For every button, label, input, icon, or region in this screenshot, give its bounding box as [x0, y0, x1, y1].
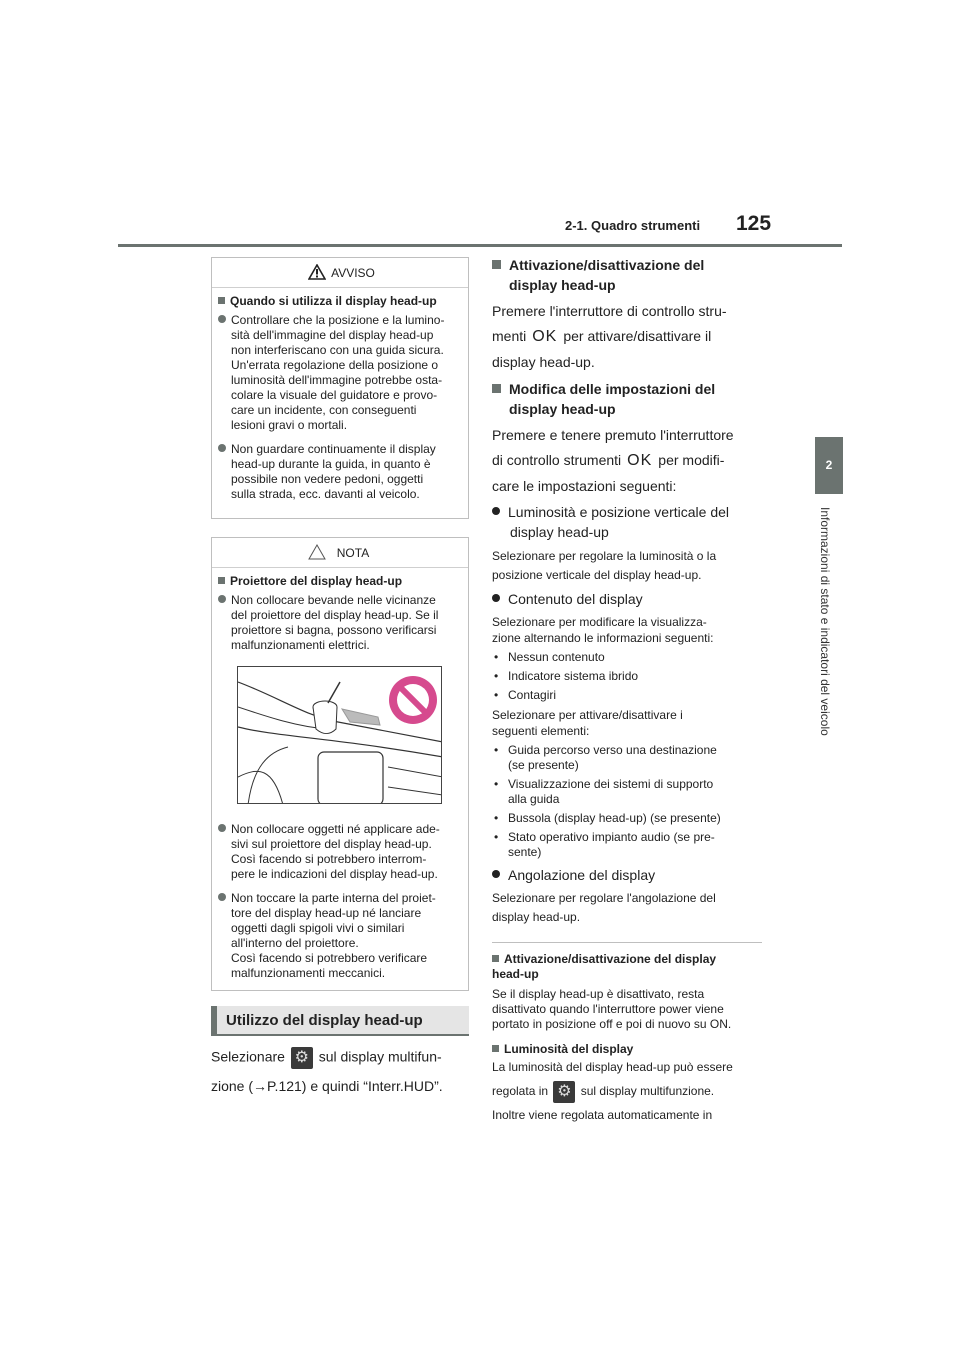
ok-button-icon: OK — [627, 452, 653, 469]
list-item: • Bussola (display head-up) (se presente) — [492, 811, 762, 826]
dot-bullet-icon — [218, 315, 226, 323]
list-item: • Contagiri — [492, 688, 762, 703]
header-rule — [118, 244, 842, 247]
square-bullet-icon — [492, 384, 501, 393]
warning-title: AVVISO — [331, 266, 375, 280]
dot-bullet-icon — [218, 595, 226, 603]
setting-angle: Angolazione del display — [492, 866, 762, 884]
warning-subhead: Quando si utilizza il display head-up — [218, 294, 468, 308]
page-number: 125 — [736, 212, 772, 235]
divider — [492, 942, 762, 943]
note-bullet: Non collocare bevande nelle vicinanze del proiettore del display head-up. Se il proiettore si bagna, possono verificarsi malfunzionamenti elettrici. — [218, 593, 468, 653]
dot-bullet-icon — [218, 824, 226, 832]
note-bullet: Non collocare oggetti né applicare ade- sivi sul proiettore del display head-up. Così facendo si potrebbero interrom- pere le indicazioni del display head-up. — [218, 822, 468, 882]
square-bullet-icon — [492, 260, 501, 269]
dot-bullet-icon — [218, 893, 226, 901]
projector-illustration — [237, 666, 442, 804]
dot-bullet-icon — [492, 594, 500, 602]
note-subhead: Proiettore del display head-up — [218, 574, 468, 588]
warning-bullet: Non guardare continuamente il display head-up durante la guida, in quanto è possibile non vedere pedoni, oggetti sulla strada, ecc. davanti al veicolo. — [218, 442, 468, 502]
note-bullet: Non toccare la parte interna del proiet- tore del display head-up né lanciare oggetti dagli spigoli vivi o similari all'interno del proiettore. Così facendo si potrebbero verificare malfunzionamenti meccanici. — [218, 891, 468, 981]
note-title: NOTA — [336, 546, 370, 560]
warning-bullet: Controllare che la posizione e la lumino- sità dell'immagine del display head-up non interferiscano con una guida sicura. Un'errata regolazione della posizione o luminosità dell'immagine potrebbe osta- colare la visuale del guidatore e provo- care un incidente, con conseguenti lesioni gravi o mortali. — [218, 313, 468, 433]
warning-box — [211, 257, 469, 519]
dot-bullet-icon — [492, 507, 500, 515]
ok-button-icon: OK — [532, 328, 558, 345]
note-heading-brightness: Luminosità del display — [492, 1041, 762, 1057]
note-header — [212, 538, 468, 568]
chapter-label — [780, 507, 870, 772]
section-header: 2-1. Quadro strumenti — [565, 218, 701, 233]
right-column: Attivazione/disattivazione del display head-up Premere l'interruttore di controllo stru- menti OK per attivare/disattivare il display head-up. Modifica delle impostazioni del display head-up Premere e tenere premuto l'interruttore di controllo strumenti OK per modifi- care le impostazioni seguenti: Luminosità e posizione verticale del display head-up Selezionare per regolare la luminosità o la posizione verticale del display head-up. Contenuto del display Selezionare per modificare la visualizza- zione alternando le informazioni seguenti: • Nessun contenuto • Indicatore sistema ibrido • Contagiri Selezionare per attivare/disattivare i seguenti elementi: • Guida percorso verso una destinazione (se presente) • Visualizzazione dei sistemi di supporto alla guida • Bussola (display head-up) (se presente) • Stato operativo impianto audio (se pre- sente) Angolazione del display Selezionare per regolare l'angolazione del display head-up. Attivazione/disattivazione del display head-up Se il display head-up è disattivato, resta disattivato quando l'interruttore power viene portato in posizione off e poi di nuovo su ON. Luminosità del display La luminosità del display head-up può essere regolata in ⚙ sul display multifunzione. Inoltre viene regolata automaticamente in — [492, 255, 762, 1123]
note-heading-toggle: Attivazione/disattivazione del display head-up — [492, 952, 717, 981]
square-bullet-icon — [218, 297, 225, 304]
setting-content: Contenuto del display — [492, 590, 762, 608]
chapter-label-text: Informazioni di stato e indicatori del veicolo — [818, 507, 832, 736]
heading-settings: Modifica delle impostazioni del display head-up — [492, 379, 762, 419]
list-item: • Indicatore sistema ibrido — [492, 669, 762, 684]
cup-on-projector-illustration — [238, 667, 442, 804]
warning-header — [212, 258, 468, 288]
section-title: Utilizzo del display head-up — [211, 1006, 469, 1036]
square-bullet-icon — [492, 955, 499, 962]
heading-toggle: Attivazione/disattivazione del display head-up — [492, 255, 762, 295]
dot-bullet-icon — [218, 444, 226, 452]
list-item: • Stato operativo impianto audio (se pre- sente) — [492, 830, 762, 860]
left-body: Selezionare ⚙ sul display multifun- zione (→P.121) e quindi “Interr.HUD”. — [211, 1047, 471, 1095]
list-item: • Nessun contenuto — [492, 650, 762, 665]
square-bullet-icon — [218, 577, 225, 584]
setting-brightness: Luminosità e posizione verticale del display head-up — [492, 502, 762, 542]
list-item: • Visualizzazione dei sistemi di supporto alla guida — [492, 777, 762, 807]
chapter-tab: 2 — [815, 437, 843, 494]
gear-icon — [291, 1047, 313, 1069]
gear-icon — [553, 1081, 575, 1103]
dot-bullet-icon — [492, 870, 500, 878]
square-bullet-icon — [492, 1045, 499, 1052]
list-item: • Guida percorso verso una destinazione (se presente) — [492, 743, 762, 773]
